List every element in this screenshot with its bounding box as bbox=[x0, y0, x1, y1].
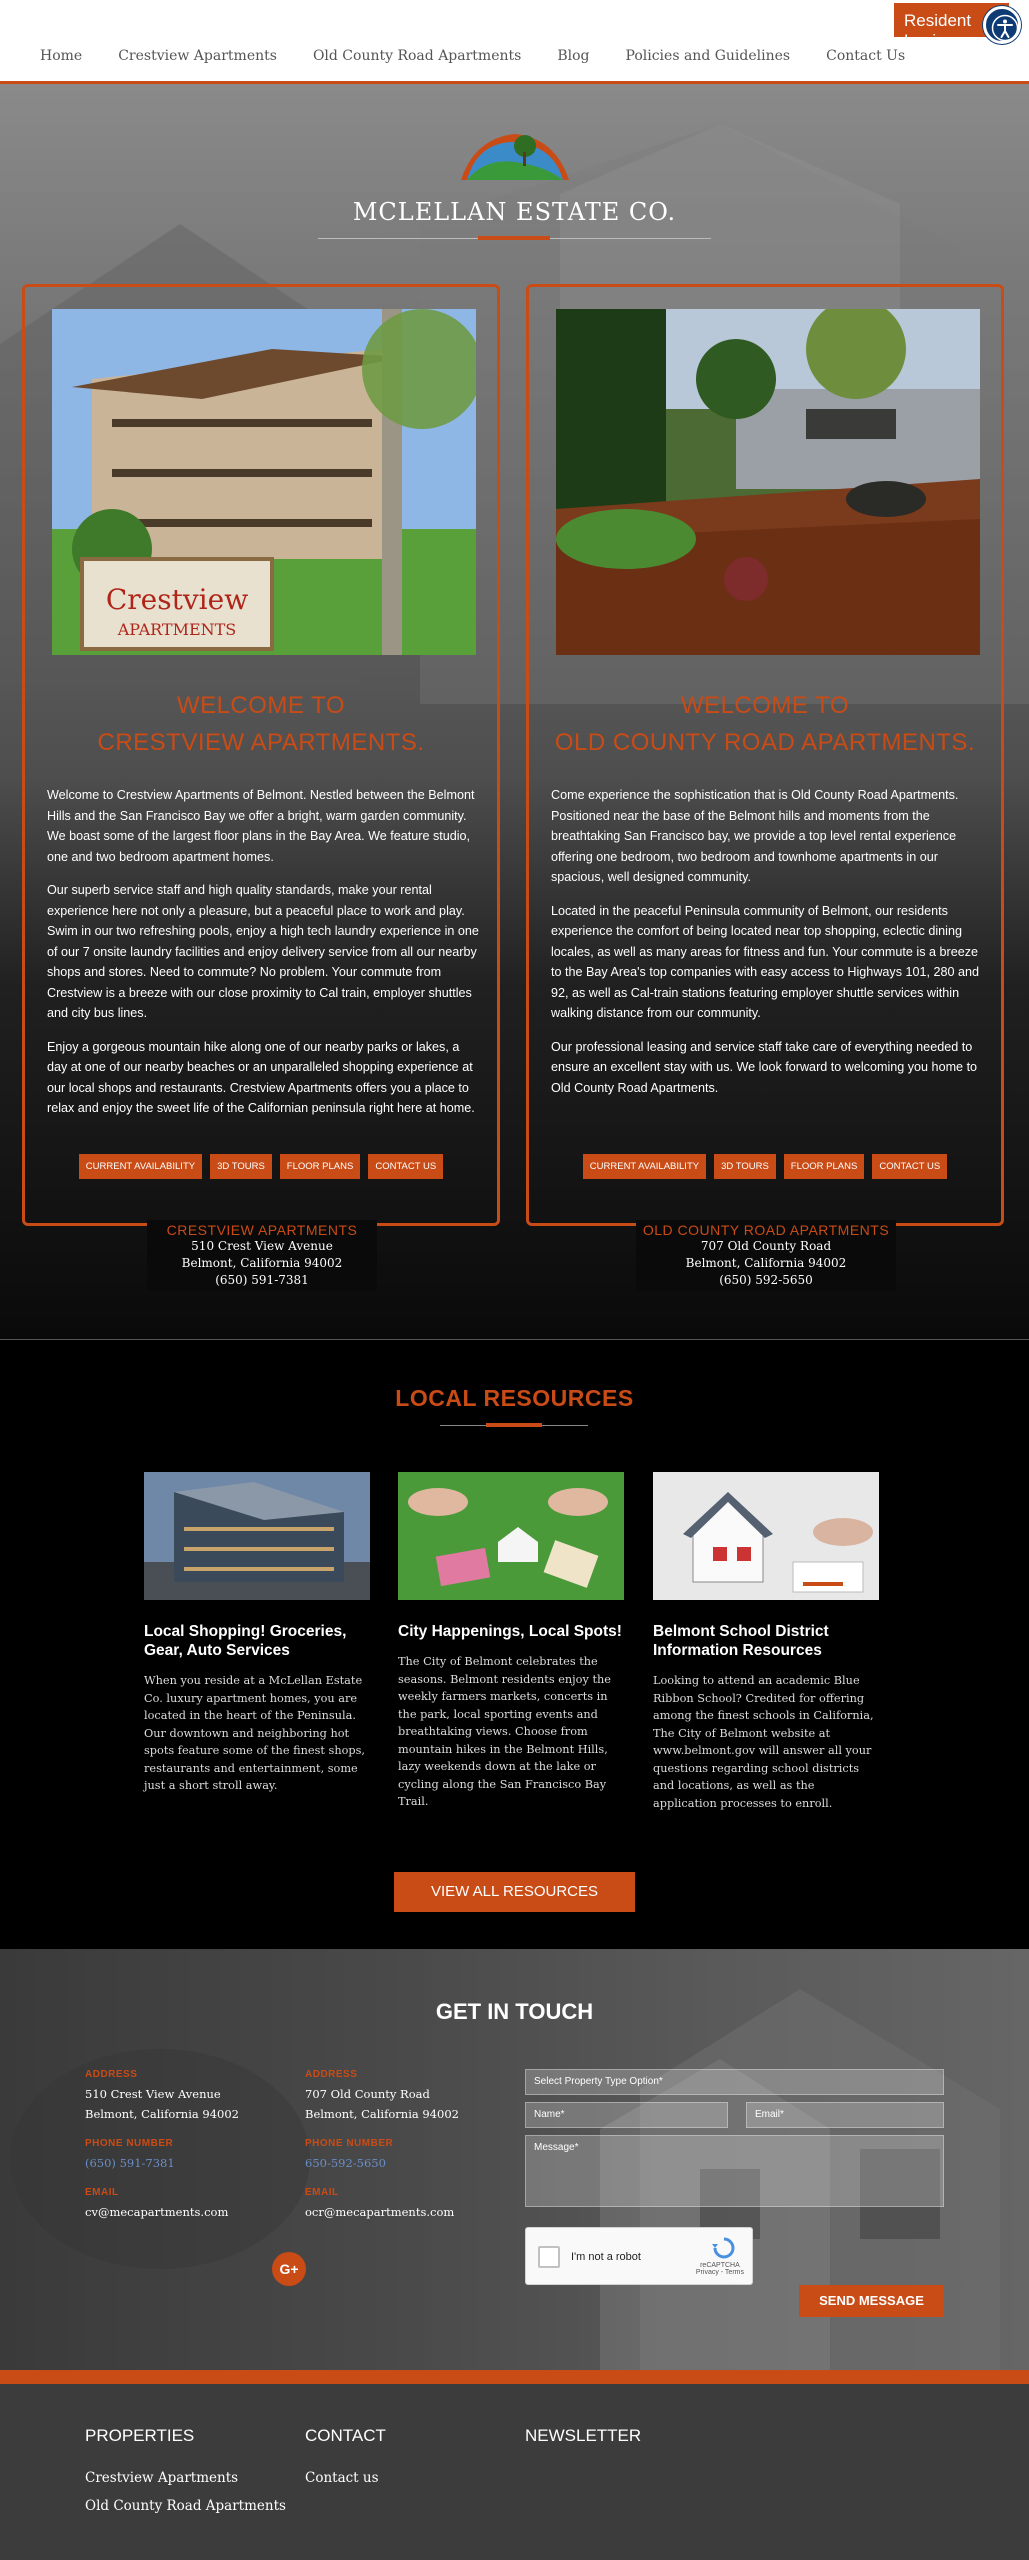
welcome-line1: WELCOME TO bbox=[680, 692, 850, 719]
footer-link-crestview[interactable]: Crestview Apartments bbox=[85, 2470, 239, 2486]
captcha-terms[interactable]: Privacy - Terms bbox=[695, 2269, 744, 2276]
get-in-touch-section bbox=[0, 1949, 1029, 2370]
old-county-road-contact-info bbox=[305, 2069, 505, 2236]
old-county-road-address-block bbox=[636, 1220, 896, 1291]
hills-logo-icon bbox=[455, 122, 575, 186]
schools-image[interactable] bbox=[653, 1472, 879, 1600]
address-value bbox=[85, 2084, 285, 2124]
resource-heading[interactable]: City Happenings, Local Spots! bbox=[398, 1623, 622, 1640]
3d-tours-button[interactable]: 3D TOURS bbox=[714, 1154, 776, 1179]
crestview-sign-subtext: APARTMENTS bbox=[117, 620, 237, 639]
crestview-welcome bbox=[25, 687, 497, 761]
email-label: EMAIL bbox=[85, 2187, 119, 2198]
email-input[interactable]: Email* bbox=[746, 2102, 944, 2128]
floor-plans-button[interactable]: FLOOR PLANS bbox=[784, 1154, 865, 1179]
address-label: ADDRESS bbox=[85, 2069, 138, 2080]
footer-link-old-county-road[interactable]: Old County Road Apartments bbox=[85, 2498, 286, 2514]
local-resources-section bbox=[0, 1339, 1029, 1949]
send-message-button[interactable]: SEND MESSAGE bbox=[799, 2285, 944, 2317]
3d-tours-button[interactable]: 3D TOURS bbox=[210, 1154, 272, 1179]
old-county-road-welcome bbox=[529, 687, 1001, 761]
captcha-brand bbox=[696, 2262, 744, 2276]
shopping-image[interactable] bbox=[144, 1472, 370, 1600]
footer-heading: PROPERTIES bbox=[85, 2426, 195, 2445]
message-textarea[interactable]: Message* bbox=[525, 2135, 944, 2207]
paragraph: Enjoy a gorgeous mountain hike along one of our nearby parks or lakes, a day at one of our nearby beaches or an unparalleled shopping experience at our local shops and restaurants. Crestview Apartments offers you a place to relax and enjoy the sweet life of the Californian peninsula right here at home. bbox=[47, 1039, 475, 1115]
old-county-road-photo bbox=[556, 309, 980, 655]
view-all-resources-button[interactable]: VIEW ALL RESOURCES bbox=[394, 1872, 635, 1912]
nav-blog[interactable]: Blog bbox=[557, 48, 590, 64]
hero-section bbox=[0, 84, 1029, 1339]
old-county-road-description bbox=[551, 785, 987, 1111]
city: Belmont, California 94002 bbox=[305, 2107, 459, 2121]
captcha-label: I'm not a robot bbox=[571, 2251, 641, 2263]
resource-text: The City of Belmont celebrates the seasons. Belmont residents enjoy the weekly farmers markets, concerts in the park, local sporting events and breathtaking views. Choose from mountain hikes in the Belmont Hills, lazy weekends down at the lake or cycling along the San Francisco Bay Trail. bbox=[398, 1655, 611, 1808]
contact-us-button[interactable]: CONTACT US bbox=[872, 1154, 947, 1179]
paragraph: Welcome to Crestview Apartments of Belmont. Nestled between the Belmont Hills and the San Francisco Bay we offer a bright, warm garden community. We boast some of the largest floor plans in the Bay Area. We feature studio, one and two bedroom apartment homes. bbox=[47, 788, 475, 864]
nav-home[interactable]: Home bbox=[40, 48, 83, 64]
accent-divider bbox=[478, 236, 550, 240]
street: 707 Old County Road bbox=[305, 2087, 430, 2101]
crestview-card bbox=[22, 284, 500, 1226]
captcha-brand-name: reCAPTCHA bbox=[700, 2262, 740, 2269]
resource-schools bbox=[653, 1472, 879, 1812]
footer-link-contact[interactable]: Contact us bbox=[305, 2470, 379, 2486]
floor-plans-button[interactable]: FLOOR PLANS bbox=[280, 1154, 361, 1179]
accent-divider bbox=[486, 1423, 542, 1427]
email-label: EMAIL bbox=[305, 2187, 339, 2198]
crestview-sign-text: Crestview bbox=[105, 583, 249, 616]
footer-newsletter bbox=[525, 2426, 641, 2464]
footer-heading: CONTACT bbox=[305, 2426, 386, 2445]
paragraph: Located in the peaceful Peninsula community of Belmont, our residents experience the comfort of being located near top shopping, eclectic dining locales, as well as many areas for fitness and fun. Your commute is a breeze to the Bay Area's top companies with easy access to Highways 101, 280 and 92, as well as Cal-train stations featuring employer shuttle services within walking distance from our community. bbox=[551, 903, 980, 1020]
resource-shopping bbox=[144, 1472, 370, 1795]
property-name[interactable]: OLD COUNTY ROAD APARTMENTS bbox=[642, 1222, 890, 1238]
crestview-contact-info bbox=[85, 2069, 285, 2236]
resident-login-button[interactable]: Resident Login bbox=[894, 3, 1009, 37]
contact-us-button[interactable]: CONTACT US bbox=[368, 1154, 443, 1179]
recaptcha-widget bbox=[525, 2227, 753, 2285]
paragraph: Our professional leasing and service staff take care of everything needed to ensure an excellent stay with us. We look forward to welcoming you home to Old County Road Apartments. bbox=[551, 1039, 978, 1095]
footer-accent-bar bbox=[0, 2370, 1029, 2384]
email-link[interactable]: cv@mecapartments.com bbox=[85, 2205, 229, 2219]
brand-title: MCLELLAN ESTATE CO. bbox=[352, 198, 677, 226]
address-value bbox=[305, 2084, 505, 2124]
nav-links bbox=[40, 48, 941, 64]
welcome-line2: OLD COUNTY ROAD APARTMENTS. bbox=[554, 729, 976, 756]
current-availability-button[interactable]: CURRENT AVAILABILITY bbox=[79, 1154, 202, 1179]
footer bbox=[0, 2384, 1029, 2560]
street: 510 Crest View Avenue bbox=[85, 2087, 221, 2101]
property-name[interactable]: CRESTVIEW APARTMENTS bbox=[166, 1222, 358, 1238]
footer-heading: NEWSLETTER bbox=[525, 2426, 642, 2445]
google-plus-icon[interactable]: G+ bbox=[272, 2252, 306, 2286]
paragraph: Our superb service staff and high quality standards, make your rental experience here not only a pleasure, but a peaceful place to work and play. Swim in our two refreshing pools, enjoy a high tech laundry experience in one of our 7 onsite laundry facilities and enjoy delivery service from all our nearby shops and stores. Need to commute? No problem. Your commute from Crestview is a breeze with our close proximity to Cal train, employer shuttles and city bus lines. bbox=[47, 883, 479, 1020]
city: Belmont, California 94002 bbox=[85, 2107, 239, 2121]
nav-crestview[interactable]: Crestview Apartments bbox=[118, 48, 277, 64]
crestview-photo bbox=[52, 309, 476, 655]
brand-logo[interactable] bbox=[0, 122, 1029, 226]
phone-link[interactable]: (650) 591-7381 bbox=[85, 2156, 175, 2170]
street: 510 Crest View Avenue bbox=[191, 1239, 333, 1253]
address-label: ADDRESS bbox=[305, 2069, 358, 2080]
phone[interactable]: (650) 592-5650 bbox=[719, 1273, 813, 1287]
city: Belmont, California 94002 bbox=[685, 1256, 847, 1270]
crestview-description bbox=[47, 785, 483, 1132]
contact-title: GET IN TOUCH bbox=[435, 1999, 594, 2024]
phone-label: PHONE NUMBER bbox=[305, 2138, 394, 2149]
paragraph: Come experience the sophistication that is Old County Road Apartments. Positioned near the base of the Belmont hills and moments from the breathtaking San Francisco bay, we provide a top level rental experience offering one bedroom, two bedroom and townhome apartments in our spacious, well designed community. bbox=[551, 788, 959, 884]
nav-contact[interactable]: Contact Us bbox=[826, 48, 906, 64]
resources-title: LOCAL RESOURCES bbox=[395, 1385, 634, 1411]
email-link[interactable]: ocr@mecapartments.com bbox=[305, 2205, 455, 2219]
phone-link[interactable]: 650-592-5650 bbox=[305, 2156, 386, 2170]
section-divider bbox=[0, 1339, 1029, 1340]
crestview-action-buttons bbox=[22, 1154, 500, 1179]
nav-old-county-road[interactable]: Old County Road Apartments bbox=[312, 48, 522, 64]
crestview-address-block bbox=[147, 1220, 377, 1291]
phone-label: PHONE NUMBER bbox=[85, 2138, 174, 2149]
footer-properties bbox=[85, 2426, 286, 2520]
captcha-checkbox[interactable] bbox=[538, 2246, 560, 2268]
resource-heading[interactable]: Local Shopping! Groceries, Gear, Auto Services bbox=[144, 1623, 347, 1659]
property-type-select[interactable]: Select Property Type Option* bbox=[525, 2069, 944, 2095]
city: Belmont, California 94002 bbox=[181, 1256, 343, 1270]
accessibility-icon[interactable] bbox=[983, 6, 1021, 44]
footer-contact bbox=[305, 2426, 386, 2492]
street: 707 Old County Road bbox=[700, 1239, 832, 1253]
resource-text: Looking to attend an academic Blue Ribbon School? Credited for offering among the finest schools in California, The City of Belmont website at www.belmont.gov will answer all your questions regarding school districts and locations, as well as the application processes to enroll. bbox=[653, 1674, 874, 1810]
resource-city bbox=[398, 1472, 624, 1811]
resource-heading[interactable]: Belmont School District Information Resources bbox=[653, 1623, 829, 1659]
old-county-road-action-buttons bbox=[526, 1154, 1004, 1179]
old-county-road-card bbox=[526, 284, 1004, 1226]
welcome-line2: CRESTVIEW APARTMENTS. bbox=[97, 729, 425, 756]
phone[interactable]: (650) 591-7381 bbox=[215, 1273, 309, 1287]
city-image[interactable] bbox=[398, 1472, 624, 1600]
top-navigation bbox=[0, 0, 1029, 84]
recaptcha-icon bbox=[712, 2236, 736, 2260]
welcome-line1: WELCOME TO bbox=[176, 692, 346, 719]
nav-policies[interactable]: Policies and Guidelines bbox=[625, 48, 791, 64]
name-input[interactable]: Name* bbox=[525, 2102, 728, 2128]
current-availability-button[interactable]: CURRENT AVAILABILITY bbox=[583, 1154, 706, 1179]
resource-text: When you reside at a McLellan Estate Co. luxury apartment homes, you are located in the heart of the Peninsula. Our downtown and neighboring hot spots feature some of the finest shops, restaurants and entertainment, some just a short stroll away. bbox=[144, 1674, 366, 1792]
